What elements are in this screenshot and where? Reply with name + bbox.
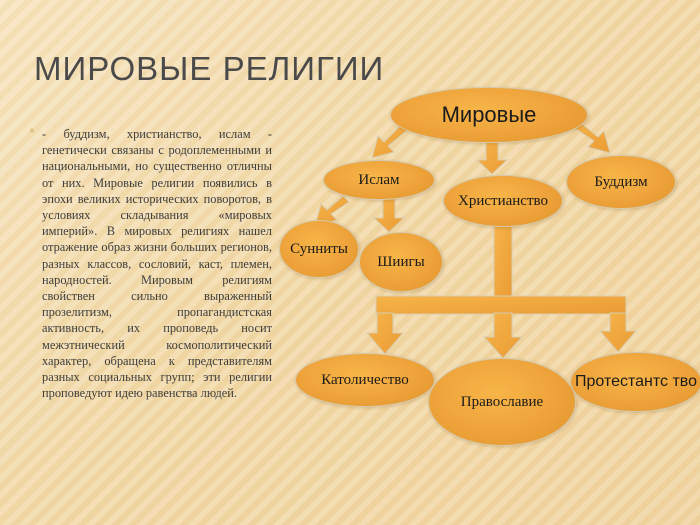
node-world-religions: Мировые: [390, 87, 588, 143]
page-title: МИРОВЫЕ РЕЛИГИИ: [34, 50, 385, 87]
stem-christianity: [494, 225, 512, 297]
arrow-bar-orthodoxy: [484, 313, 522, 358]
branch-bar: [376, 296, 626, 314]
node-catholicism: Католичество: [295, 353, 435, 407]
arrow-islam-shia: [374, 198, 404, 232]
node-islam: Ислам: [323, 160, 435, 200]
body-text: - буддизм, христианство, ислам - генетически связаны с родоплеменными и национальными, но существенно отличны от них. Мировые религии появились в эпохи великих исторических поворотов, в условиях складывания «мировых империй». В мировых религиях нашел отражение образ жизни больших регионов, разных классов, сословий, каст, племен, народностей. Мировым религиям свойствен сильно выраженный прозелитизм, пропагандистская активность, их проповедь носит межэтнический космополитический характер, обращена к представителям разных социальных групп; эти религии проповедуют идею равенства людей.: [42, 127, 272, 401]
node-buddhism: Буддизм: [566, 155, 676, 209]
node-orthodoxy: Православие: [428, 358, 576, 446]
node-shia: Шиигы: [359, 232, 443, 292]
bullet-icon: ▫: [30, 123, 35, 137]
node-protestantism: Протестантс тво: [570, 352, 700, 412]
node-christianity: Христианство: [443, 175, 563, 227]
arrow-root-christianity: [477, 141, 507, 174]
arrow-bar-catholicism: [367, 313, 403, 354]
node-sunni: Сунниты: [279, 220, 359, 278]
arrow-bar-protestantism: [600, 313, 636, 352]
